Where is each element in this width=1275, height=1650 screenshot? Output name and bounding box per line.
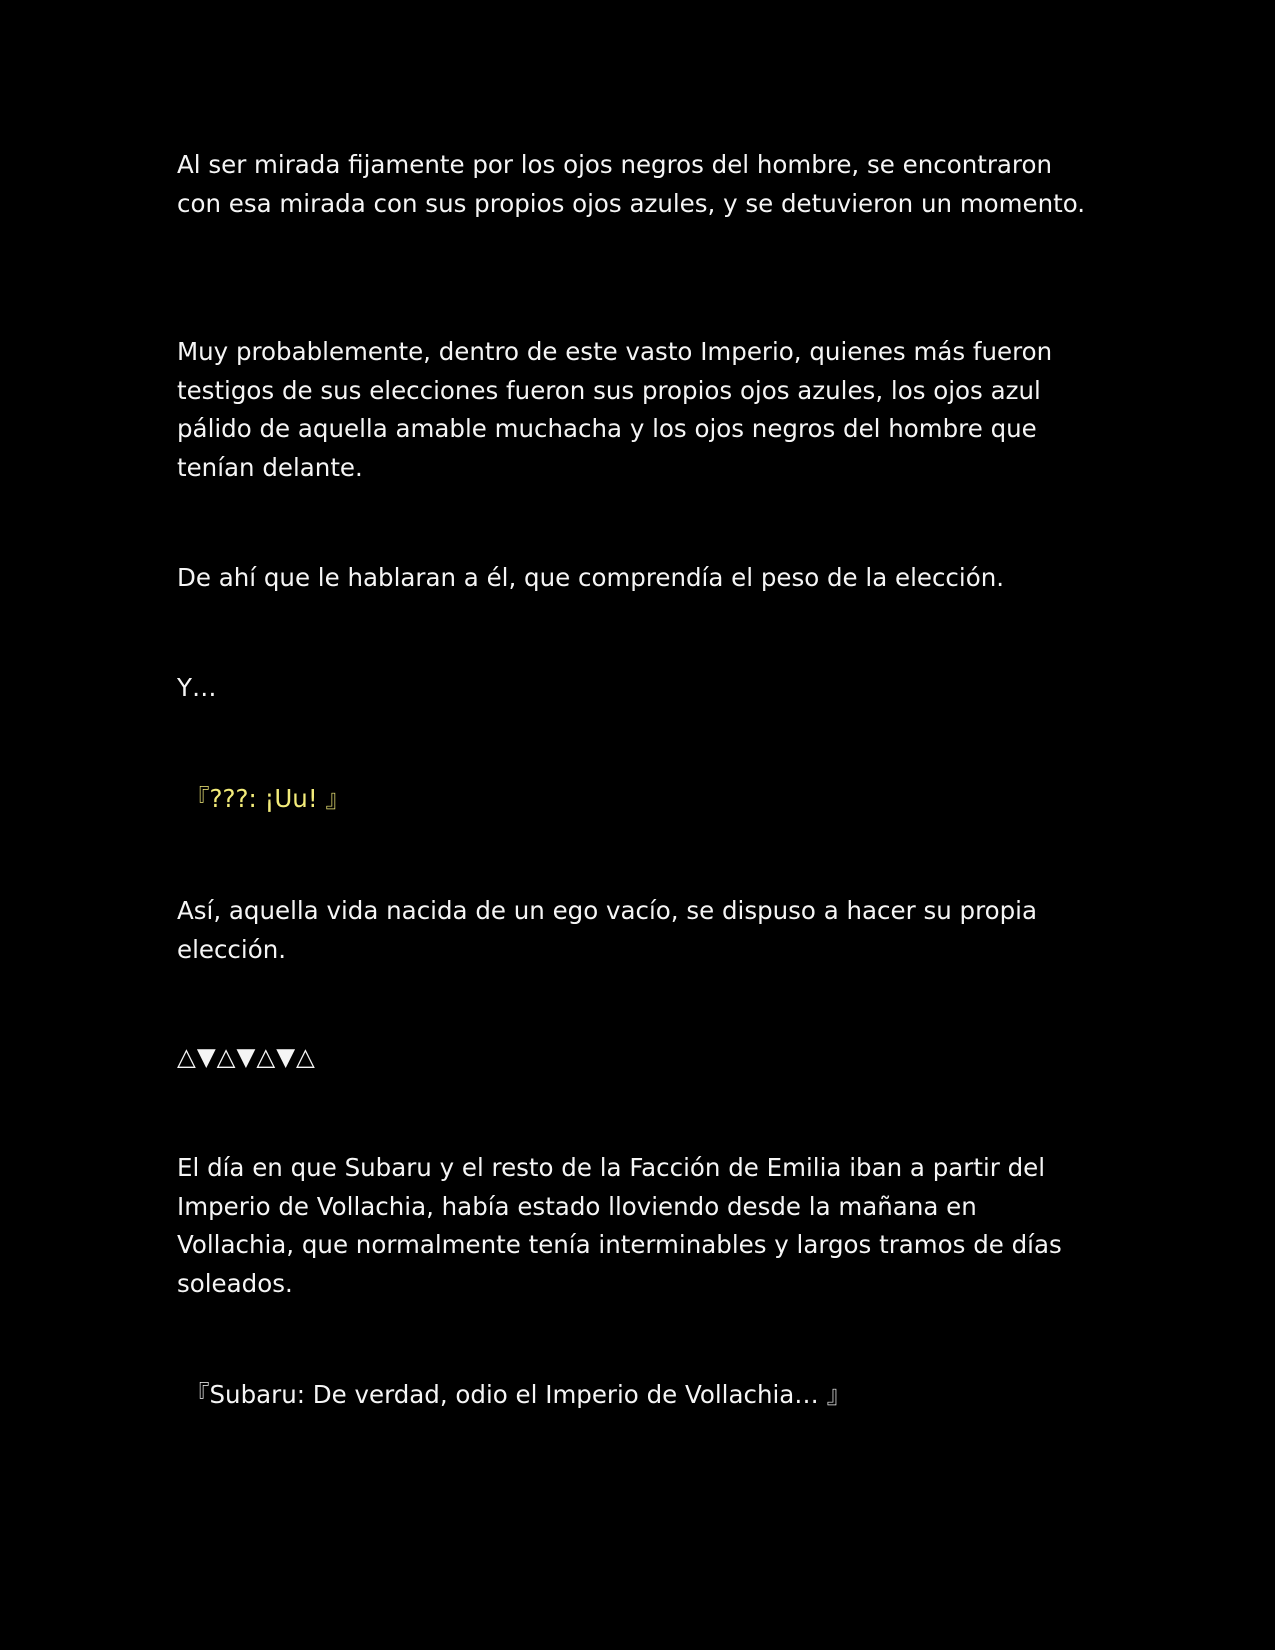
paragraph-witnesses: Muy probablemente, dentro de este vasto Imperio, quienes más fueron testigos de sus elecciones fueron sus propios ojos azules, los ojos azul pálido de aquella amable muchacha y los ojos negros del hombre que tenían delante. xyxy=(177,337,1053,482)
paragraph-departure: El día en que Subaru y el resto de la Facción de Emilia iban a partir del Imperio de Vollachia, había estado lloviendo desde la mañana en Vollachia, que normalmente tenía interminables y largos tramos de días soleados. xyxy=(177,1153,1062,1298)
paragraph-and: Y… xyxy=(177,673,217,702)
paragraph-choice: Así, aquella vida nacida de un ego vacío, se dispuso a hacer su propia elección. xyxy=(177,896,1037,964)
dialog-line-subaru: 『Subaru: De verdad, odio el Imperio de Vollachia… 』 xyxy=(185,1380,852,1409)
dialog-line-unknown: 『???: ¡Uu! 』 xyxy=(185,784,350,813)
scene-separator: △▼△▼△▼△ xyxy=(177,1042,316,1071)
paragraph-weight-of-choice: De ahí que le hablaran a él, que comprendía el peso de la elección. xyxy=(177,563,1005,592)
paragraph-gaze: Al ser mirada fijamente por los ojos negros del hombre, se encontraron con esa mirada con sus propios ojos azules, y se detuvieron un momento. xyxy=(177,150,1086,218)
